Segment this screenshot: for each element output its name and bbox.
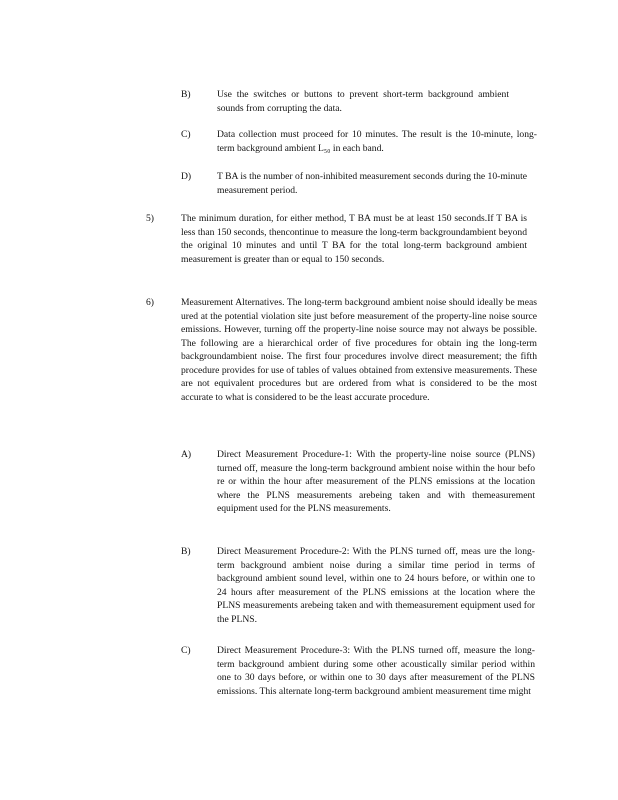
- item-label: B): [181, 546, 191, 557]
- item-text: Data collection must proceed for 10 minutes. The result is the 10-minute, long-term background ambient L₅₀ in each band.: [217, 129, 537, 154]
- item-label: 5): [146, 213, 154, 224]
- item-label: C): [181, 645, 191, 656]
- item-text: Direct Measurement Procedure-3: With the PLNS turned off, measure the long-term background ambient during some other acoustically similar period within one to 30 days before, or within one to 30 days after measurement of the PLNS emissions. This alternate long-term background ambient measurement time might: [217, 645, 535, 697]
- item-text: Direct Measurement Procedure-2: With the PLNS turned off, meas ure the long-term background ambient noise during a similar time period in terms of background ambient sound level, within one to 24 hours before, or within one to 24 hours after measurement of the PLNS emissions at the location where the PLNS measurements arebeing taken and with themeasurement equipment used for the PLNS.: [217, 546, 535, 625]
- item-label: C): [181, 129, 191, 140]
- item-text: Use the switches or buttons to prevent short-term background ambient sounds from corrupting the data.: [217, 89, 509, 114]
- item-label: 6): [146, 297, 154, 308]
- item-text: Direct Measurement Procedure-1: With the property-line noise source (PLNS) turned off, measure the long-term background ambient noise within the hour befo re or within the hour after measurement of the PLNS emissions at the location where the PLNS measurements arebeing taken and with themeasurement equipment used for the PLNS measurements.: [217, 449, 535, 514]
- item-label: D): [181, 171, 192, 182]
- item-text: Measurement Alternatives. The long-term background ambient noise should ideally be meas ured at the potential violation site just before measurement of the property-line noise source emissions. However, turning off the property-line noise source may not always be possible. The following are a hierarchical order of five procedures for obtain ing the long-term backgroundambient noise. The first four procedures involve direct measurement; the fifth procedure provides for use of tables of values obtained from extensive measurements. These are not equivalent procedures but are ordered from what is considered to be the most accurate to what is considered to be the least accurate procedure.: [181, 297, 537, 403]
- item-text: T BA is the number of non-inhibited measurement seconds during the 10-minute measurement period.: [217, 171, 527, 196]
- item-label: A): [181, 449, 192, 460]
- item-label: B): [181, 89, 191, 100]
- item-text: The minimum duration, for either method, T BA must be at least 150 seconds.If T BA is less than 150 seconds, thencontinue to measure the long-term backgroundambient beyond the original 10 minutes and until T BA for the total long-term background ambient measurement is greater than or equal to 150 seconds.: [181, 213, 527, 265]
